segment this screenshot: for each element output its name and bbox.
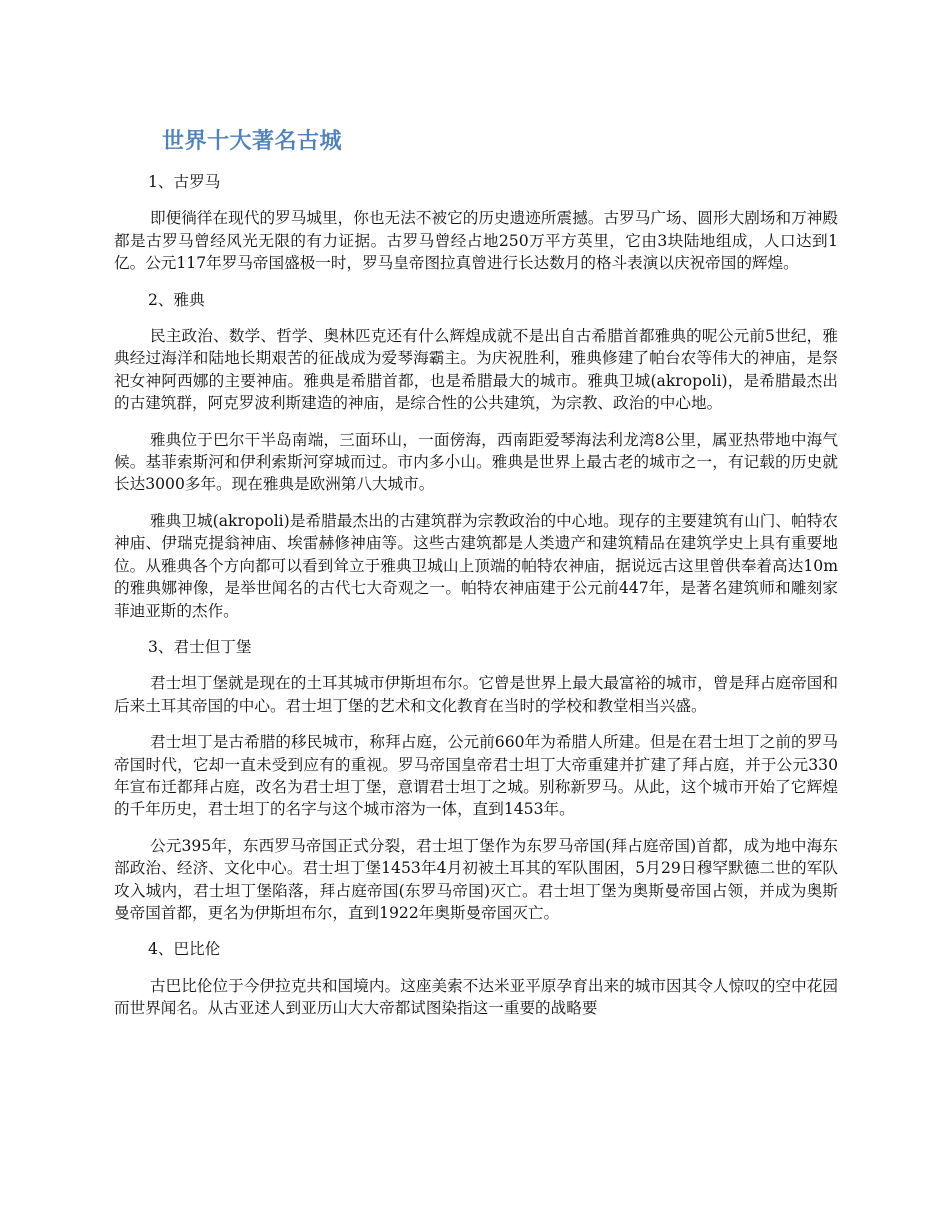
- paragraph: 公元395年，东西罗马帝国正式分裂，君士坦丁堡作为东罗马帝国(拜占庭帝国)首都，成为地中海东部政治、经济、文化中心。君士坦丁堡1453年4月初被土耳其的军队围困，5月29日穆罕默德二世的军队攻入城内，君士坦丁堡陷落，拜占庭帝国(东罗马帝国)灭亡。君士坦丁堡为奥斯曼帝国占领，并成为奥斯曼帝国首都，更名为伊斯坦布尔，直到1922年奥斯曼帝国灭亡。: [114, 836, 838, 922]
- paragraph: 民主政治、数学、哲学、奥林匹克还有什么辉煌成就不是出自古希腊首都雅典的呢公元前5世纪，雅典经过海洋和陆地长期艰苦的征战成为爱琴海霸主。为庆祝胜利，雅典修建了帕台农等伟大的神庙，是祭祀女神阿西娜的主要神庙。雅典是希腊首都，也是希腊最大的城市。雅典卫城(akropoli)，是希腊最杰出的古建筑群，阿克罗波利斯建造的神庙，是综合性的公共建筑，为宗教、政治的中心地。: [114, 327, 838, 413]
- paragraph: 君士坦丁堡就是现在的土耳其城市伊斯坦布尔。它曾是世界上最大最富裕的城市，曾是拜占庭帝国和后来土耳其帝国的中心。君士坦丁堡的艺术和文化教育在当时的学校和教堂相当兴盛。: [114, 674, 838, 715]
- section-babylon: [114, 938, 838, 1019]
- section-constantinople: [114, 636, 838, 924]
- paragraph: 即便徜徉在现代的罗马城里，你也无法不被它的历史遗迹所震撼。古罗马广场、圆形大剧场和万神殿都是古罗马曾经风光无限的有力证据。古罗马曾经占地250万平方英里，它由3块陆地组成，人口达到1亿。公元117年罗马帝国盛极一时，罗马皇帝图拉真曾进行长达数月的格斗表演以庆祝帝国的辉煌。: [114, 209, 838, 273]
- section-heading: 2、雅典: [148, 290, 205, 309]
- paragraph: 雅典卫城(akropoli)是希腊最杰出的古建筑群为宗教政治的中心地。现存的主要建筑有山门、帕特农神庙、伊瑞克提翁神庙、埃雷赫修神庙等。这些古建筑都是人类遗产和建筑精品在建筑学史上具有重要地位。从雅典各个方向都可以看到耸立于雅典卫城山上顶端的帕特农神庙，据说远古这里曾供奉着高达10m的雅典娜神像，是举世闻名的古代七大奇观之一。帕特农神庙建于公元前447年，是著名建筑师和雕刻家菲迪亚斯的杰作。: [114, 511, 838, 620]
- paragraph: 雅典位于巴尔干半岛南端，三面环山，一面傍海，西南距爱琴海法利龙湾8公里，属亚热带地中海气候。基菲索斯河和伊利索斯河穿城而过。市内多小山。雅典是世界上最古老的城市之一，有记载的历史就长达3000多年。现在雅典是欧洲第八大城市。: [114, 430, 838, 494]
- section-athens: [114, 289, 838, 622]
- section-heading: 1、古罗马: [148, 173, 221, 191]
- paragraph: 君士坦丁是古希腊的移民城市，称拜占庭，公元前660年为希腊人所建。但是在君士坦丁之前的罗马帝国时代，它却一直未受到应有的重视。罗马帝国皇帝君士坦丁大帝重建并扩建了拜占庭，并于公元330年宣布迁都拜占庭，改名为君士坦丁堡，意谓君士坦丁之城。别称新罗马。从此，这个城市开始了它辉煌的千年历史，君士坦丁的名字与这个城市溶为一体，直到1453年。: [114, 733, 838, 819]
- document-body: [114, 171, 838, 1034]
- page-title: 世界十大著名古城: [162, 129, 343, 154]
- section-ancient-rome: [114, 171, 838, 275]
- section-heading: 4、巴比伦: [148, 940, 221, 959]
- section-heading: 3、君士但丁堡: [148, 637, 252, 656]
- paragraph: 古巴比伦位于今伊拉克共和国境内。这座美索不达米亚平原孕育出来的城市因其令人惊叹的空中花园而世界闻名。从古亚述人到亚历山大大帝都试图染指这一重要的战略要: [114, 976, 838, 1018]
